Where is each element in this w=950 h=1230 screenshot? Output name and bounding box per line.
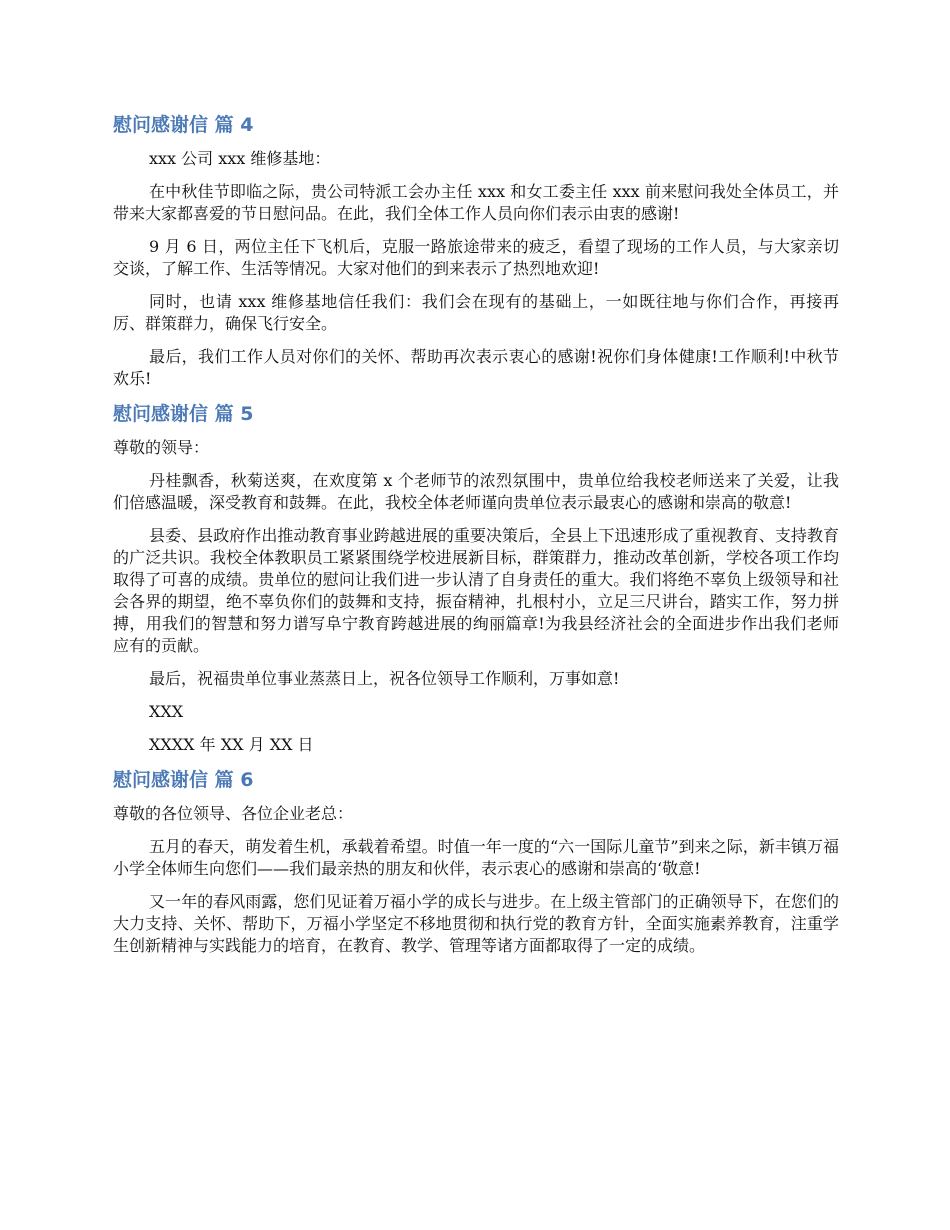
section-heading: 慰问感谢信 篇 5 [113, 403, 254, 425]
paragraph: 丹桂飘香，秋菊送爽，在欢度第 x 个老师节的浓烈氛围中，贵单位给我校老师送来了关爱，让我们倍感温暖，深受教育和鼓舞。在此，我校全体老师谨向贵单位表示最衷心的感谢和崇高的敬意! [113, 471, 839, 512]
paragraph: 五月的春天，萌发着生机，承载着希望。时值一年一度的“六一国际儿童节”到来之际，新丰镇万福小学全体师生向您们——我们最亲热的朋友和伙伴，表示衷心的感谢和崇高的‘敬意! [113, 837, 839, 878]
paragraph: 在中秋佳节即临之际，贵公司特派工会办主任 xxx 和女工委主任 xxx 前来慰问我处全体员工，并带来大家都喜爱的节日慰问品。在此，我们全体工作人员向你们表示由衷的感谢! [113, 182, 839, 223]
paragraph: 最后，祝福贵单位事业蒸蒸日上，祝各位领导工作顺利，万事如意! [149, 669, 620, 688]
date: XXXX 年 XX 月 XX 日 [149, 735, 314, 754]
salutation: 尊敬的各位领导、各位企业老总： [113, 804, 354, 823]
paragraph: 最后，我们工作人员对你们的关怀、帮助再次表示衷心的感谢!祝你们身体健康!工作顺利!中秋节欢乐! [113, 347, 839, 388]
section-heading: 慰问感谢信 篇 4 [113, 114, 254, 136]
letter-section-4 [113, 112, 839, 390]
letter-section-6 [113, 767, 839, 957]
signature: XXX [149, 702, 184, 721]
paragraph: 县委、县政府作出推动教育事业跨越进展的重要决策后，全县上下迅速形成了重视教育、支持教育的广泛共识。我校全体教职员工紧紧围绕学校进展新目标，群策群力，推动改革创新，学校各项工作均取得了可喜的成绩。贵单位的慰问让我们进一步认清了自身责任的重大。我们将绝不辜负上级领导和社会各界的期望，绝不辜负你们的鼓舞和支持，振奋精神，扎根村小，立足三尺讲台，踏实工作，努力拼搏，用我们的智慧和努力谱写阜宁教育跨越进展的绚丽篇章!为我县经济社会的全面进步作出我们老师应有的贡献。 [113, 526, 839, 655]
document-page [113, 112, 839, 968]
paragraph: 又一年的春风雨露，您们见证着万福小学的成长与进步。在上级主管部门的正确领导下，在您们的大力支持、关怀、帮助下，万福小学坚定不移地贯彻和执行党的教育方针，全面实施素养教育，注重学生创新精神与实践能力的培育，在教育、教学、管理等诸方面都取得了一定的成绩。 [113, 892, 839, 955]
salutation: 尊敬的领导： [113, 438, 210, 457]
salutation: xxx 公司 xxx 维修基地： [149, 149, 331, 168]
paragraph: 9 月 6 日，两位主任下飞机后，克服一路旅途带来的疲乏，看望了现场的工作人员，与大家亲切交谈，了解工作、生活等情况。大家对他们的到来表示了热烈地欢迎! [113, 237, 839, 278]
section-heading: 慰问感谢信 篇 6 [113, 769, 254, 791]
paragraph: 同时，也请 xxx 维修基地信任我们：我们会在现有的基础上，一如既往地与你们合作，再接再厉、群策群力，确保飞行安全。 [113, 292, 839, 333]
letter-section-5 [113, 401, 839, 756]
